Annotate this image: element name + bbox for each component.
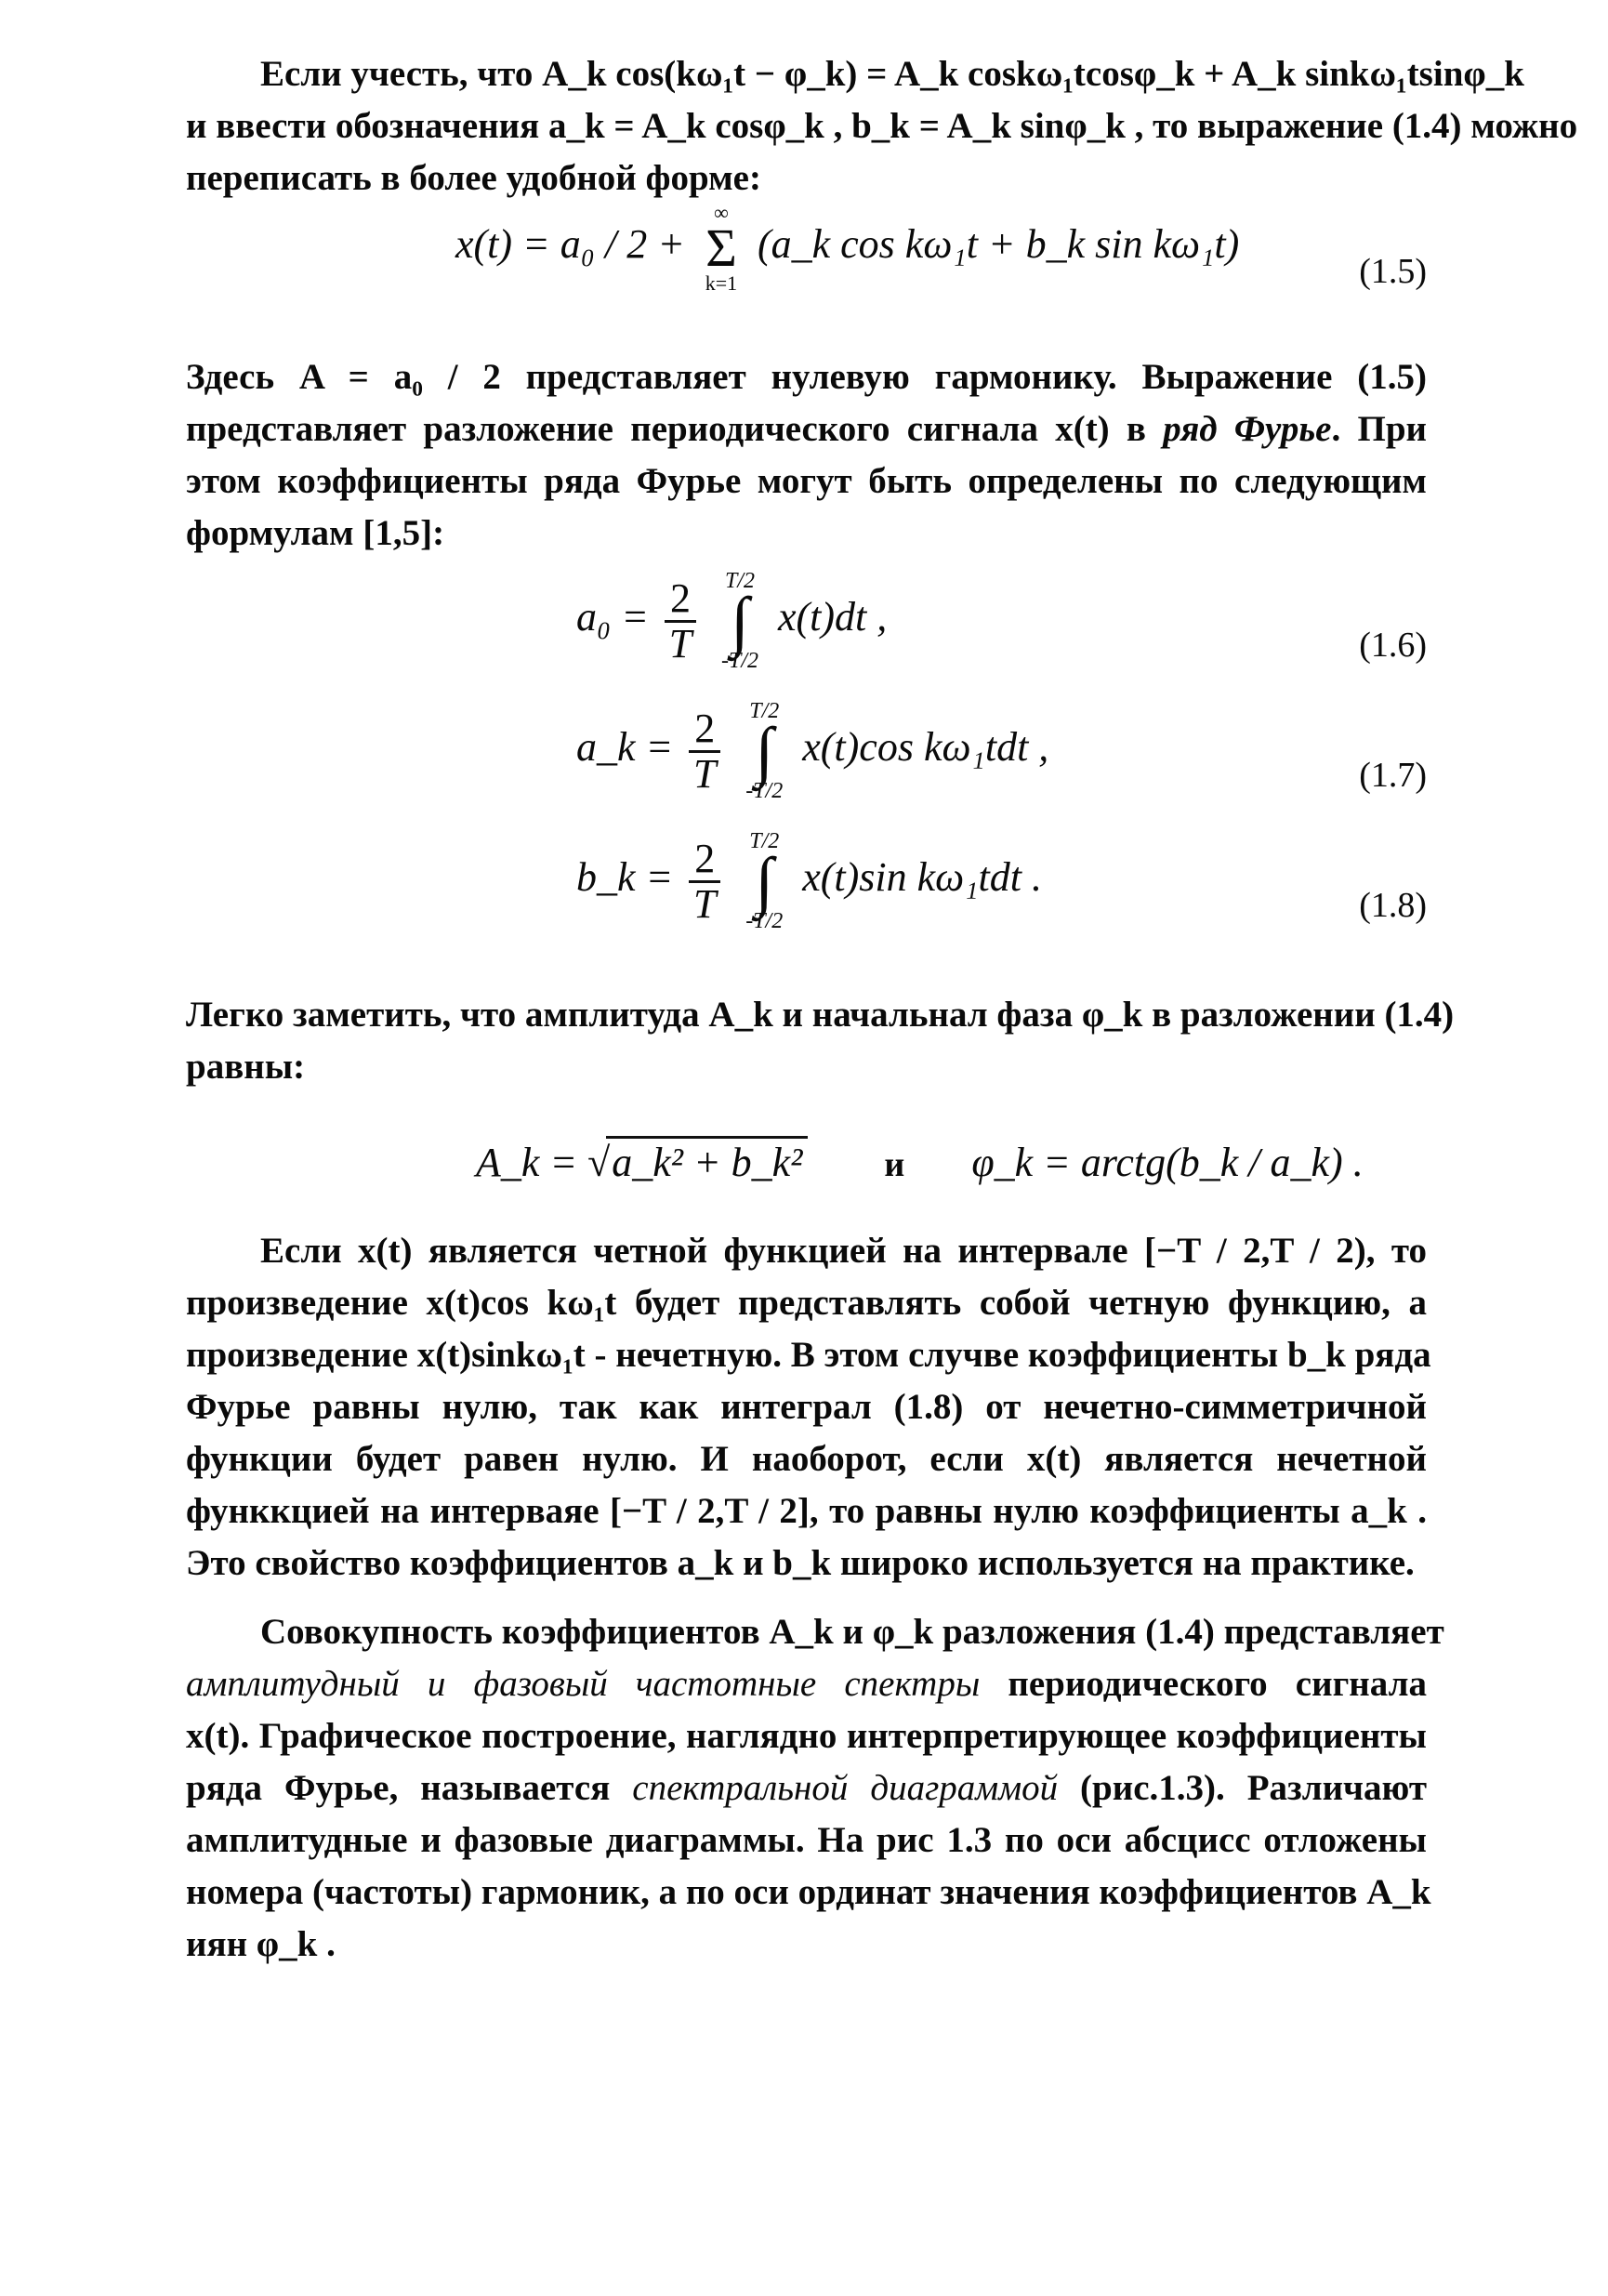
equation-text: x(t) = a₀ / 2 + [455, 221, 695, 268]
term-spectra: амплитудный и фазовый частотные спектры [186, 1664, 981, 1704]
equation-number: (1.5) [1359, 252, 1427, 291]
paragraph-intro [186, 48, 1578, 205]
equation-lhs: a_k [576, 724, 636, 771]
paragraph-amplitude [186, 989, 1455, 1093]
sqrt-body: a_k² + b_k² [606, 1136, 808, 1186]
text-line: Это свойство коэффициентов a_k и b_k широко используется на практике. [186, 1543, 1415, 1583]
text-line: представляет разложение периодического сигнала x(t) в ряд Фурье. При [186, 409, 1427, 449]
text-line: и ввести обозначения a_k = A_k cosφ_k , b_k = A_k sinφ_k , то выражение (1.4) можно [186, 106, 1578, 146]
equation-text: (a_k cos kω₁t + b_k sin kω₁t) [757, 221, 1240, 268]
fraction: $\frac{2}{T}$ [689, 707, 720, 796]
text-line: функкцией на интерваяе [−T / 2,T / 2], то равны нулю коэффициенты a_k . [186, 1491, 1427, 1531]
text-line: ряда Фурье, называется спектральной диаграммой (рис.1.3). Различают [186, 1768, 1427, 1808]
text-line: переписать в более удобной форме: [186, 158, 761, 198]
sqrt-icon: √ [587, 1140, 611, 1185]
text-line: произведение x(t)sinkω₁t - нечетную. В этом случве коэффициенты b_k ряда [186, 1335, 1431, 1375]
text-line: произведение x(t)cos kω₁t будет представлять собой четную функцию, а [186, 1283, 1427, 1323]
equation-integrand: x(t)cos kω₁tdt [802, 724, 1029, 771]
text-line: функции будет равен нулю. И наоборот, если x(t) является нечетной [186, 1439, 1427, 1479]
term-fourier-series: ряд Фурье [1163, 409, 1332, 449]
equation-1-7: a_k = $\frac{2}{T}$ T/2 ∫ -T/2 x(t)cos kω₁tdt , (1.7) [576, 699, 1427, 803]
sigma-icon: Σ [705, 218, 737, 278]
text-line: x(t). Графическое построение, наглядно интерпретирующее коэффициенты [186, 1716, 1427, 1756]
text-line: Фурье равны нулю, так как интеграл (1.8) от нечетно-симметричной [186, 1387, 1427, 1427]
text-line: амплитудный и фазовый частотные спектры периодического сигнала [186, 1664, 1427, 1704]
equation-1-5 [186, 203, 1427, 314]
text-line: амплитудные и фазовые диаграммы. На рис 1.3 по оси абсцисс отложены [186, 1820, 1427, 1860]
integral-icon: ∫ [755, 844, 774, 918]
integral-icon: ∫ [755, 714, 774, 788]
text-line: этом коэффициенты ряда Фурье могут быть определены по следующим [186, 461, 1427, 501]
equation-1-6: a₀ = $\frac{2}{T}$ T/2 ∫ -T/2 x(t)dt , (1.6) [576, 569, 1427, 673]
text-line: Совокупность коэффициентов A_k и φ_k разложения (1.4) представляет [260, 1612, 1444, 1652]
equation-lhs: A_k = [476, 1140, 588, 1185]
text-line: формулам [1,5]: [186, 513, 445, 553]
sum-upper-limit: ∞ [714, 201, 729, 224]
equation-1-8: b_k = $\frac{2}{T}$ T/2 ∫ -T/2 x(t)sin kω₁tdt . (1.8) [576, 829, 1427, 933]
equation-integrand: x(t)dt [778, 594, 867, 640]
fraction: $\frac{2}{T}$ [689, 838, 720, 926]
text-line: Если учесть, что A_k cos(kω₁t − φ_k) = A_k coskω₁tcosφ_k + A_k sinkω₁tsinφ_k [260, 54, 1524, 94]
sum-lower-limit: k=1 [705, 271, 738, 295]
equation-lhs: a₀ [576, 594, 612, 640]
text-line: иян φ_k . [186, 1924, 336, 1964]
text-line: равны: [186, 1047, 306, 1087]
integral-symbol: T/2 ∫ -T/2 [736, 829, 792, 933]
sum-symbol [695, 203, 747, 294]
paragraph-even-odd [186, 1225, 1431, 1590]
text-line: Здесь A = a₀ / 2 представляет нулевую гармонику. Выражение (1.5) [186, 357, 1427, 397]
equation-number: (1.7) [1359, 756, 1427, 795]
fraction: $\frac{2}{T}$ [665, 577, 696, 666]
equation-integrand: x(t)sin kω₁tdt [802, 854, 1021, 901]
term-spectral-diagram: спектральной диаграммой [632, 1768, 1059, 1808]
integral-symbol: T/2 ∫ -T/2 [712, 569, 768, 673]
text-line: номера (частоты) гармоник, а по оси ординат значения коэффициентов A_k [186, 1872, 1431, 1912]
integral-icon: ∫ [731, 584, 749, 658]
paragraph-spectra [186, 1606, 1444, 1971]
text-line: Если x(t) является четной функцией на интервале [−T / 2,T / 2), то [260, 1231, 1427, 1271]
conjunction: и [884, 1145, 905, 1184]
text-line: Легко заметить, что амплитуда A_k и начальнал фаза φ_k в разложении (1.4) [186, 995, 1455, 1035]
paragraph-fourier [186, 351, 1427, 560]
equation-number: (1.6) [1359, 626, 1427, 665]
equation-lhs: b_k [576, 854, 636, 901]
equation-number: (1.8) [1359, 886, 1427, 925]
integral-symbol: T/2 ∫ -T/2 [736, 699, 792, 803]
equation-rhs: φ_k = arctg(b_k / a_k) . [971, 1140, 1364, 1185]
equation-amplitude-phase [186, 1127, 1427, 1210]
